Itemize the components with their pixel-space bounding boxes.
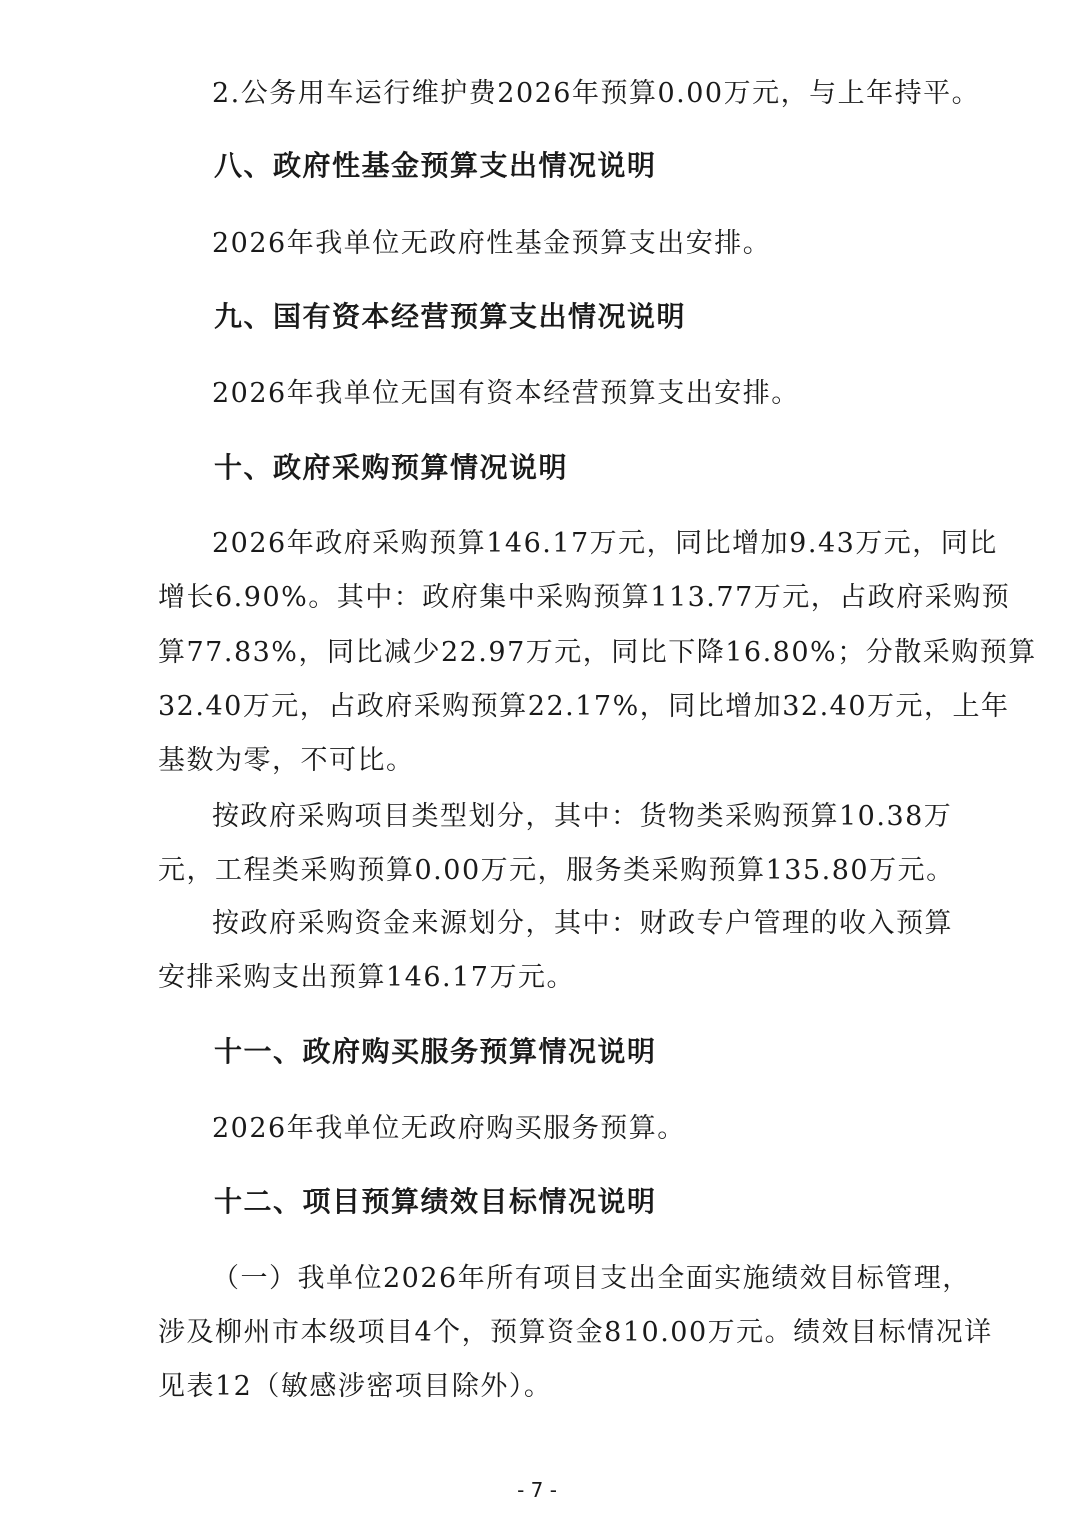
section-heading-11: 十一、政府购买服务预算情况说明: [214, 1035, 657, 1068]
page-number: - 7 -: [517, 1478, 557, 1502]
section-heading-9: 九、国有资本经营预算支出情况说明: [214, 300, 687, 333]
paragraph-section-9: 2026年我单位无国有资本经营预算支出安排。: [212, 378, 800, 409]
paragraph-line: 基数为零，不可比。: [158, 745, 415, 776]
section-heading-12: 十二、项目预算绩效目标情况说明: [214, 1185, 657, 1218]
paragraph-line: 涉及柳州市本级项目4个，预算资金810.00万元。绩效目标情况详: [158, 1317, 993, 1348]
paragraph-line: 安排采购支出预算146.17万元。: [158, 962, 575, 993]
section-heading-10: 十、政府采购预算情况说明: [214, 451, 569, 484]
paragraph-line: 见表12（敏感涉密项目除外）。: [158, 1371, 553, 1402]
paragraph-section-8: 2026年我单位无政府性基金预算支出安排。: [212, 228, 772, 259]
paragraph-line: 按政府采购项目类型划分，其中：货物类采购预算10.38万: [212, 801, 953, 832]
paragraph-vehicle-maintenance: 2.公务用车运行维护费2026年预算0.00万元，与上年持平。: [212, 78, 981, 109]
paragraph-line: 元，工程类采购预算0.00万元，服务类采购预算135.80万元。: [158, 855, 955, 886]
paragraph-line: 算77.83%，同比减少22.97万元，同比下降16.80%；分散采购预算: [158, 637, 1037, 668]
section-heading-8: 八、政府性基金预算支出情况说明: [214, 149, 657, 182]
paragraph-line: （一）我单位2026年所有项目支出全面实施绩效目标管理，: [212, 1263, 971, 1294]
paragraph-line: 2026年政府采购预算146.17万元，同比增加9.43万元，同比: [212, 528, 998, 559]
paragraph-line: 增长6.90%。其中：政府集中采购预算113.77万元，占政府采购预: [158, 582, 1011, 613]
paragraph-line: 按政府采购资金来源划分，其中：财政专户管理的收入预算: [212, 908, 953, 939]
paragraph-line: 32.40万元，占政府采购预算22.17%，同比增加32.40万元，上年: [158, 691, 1010, 722]
paragraph-section-11: 2026年我单位无政府购买服务预算。: [212, 1113, 686, 1144]
